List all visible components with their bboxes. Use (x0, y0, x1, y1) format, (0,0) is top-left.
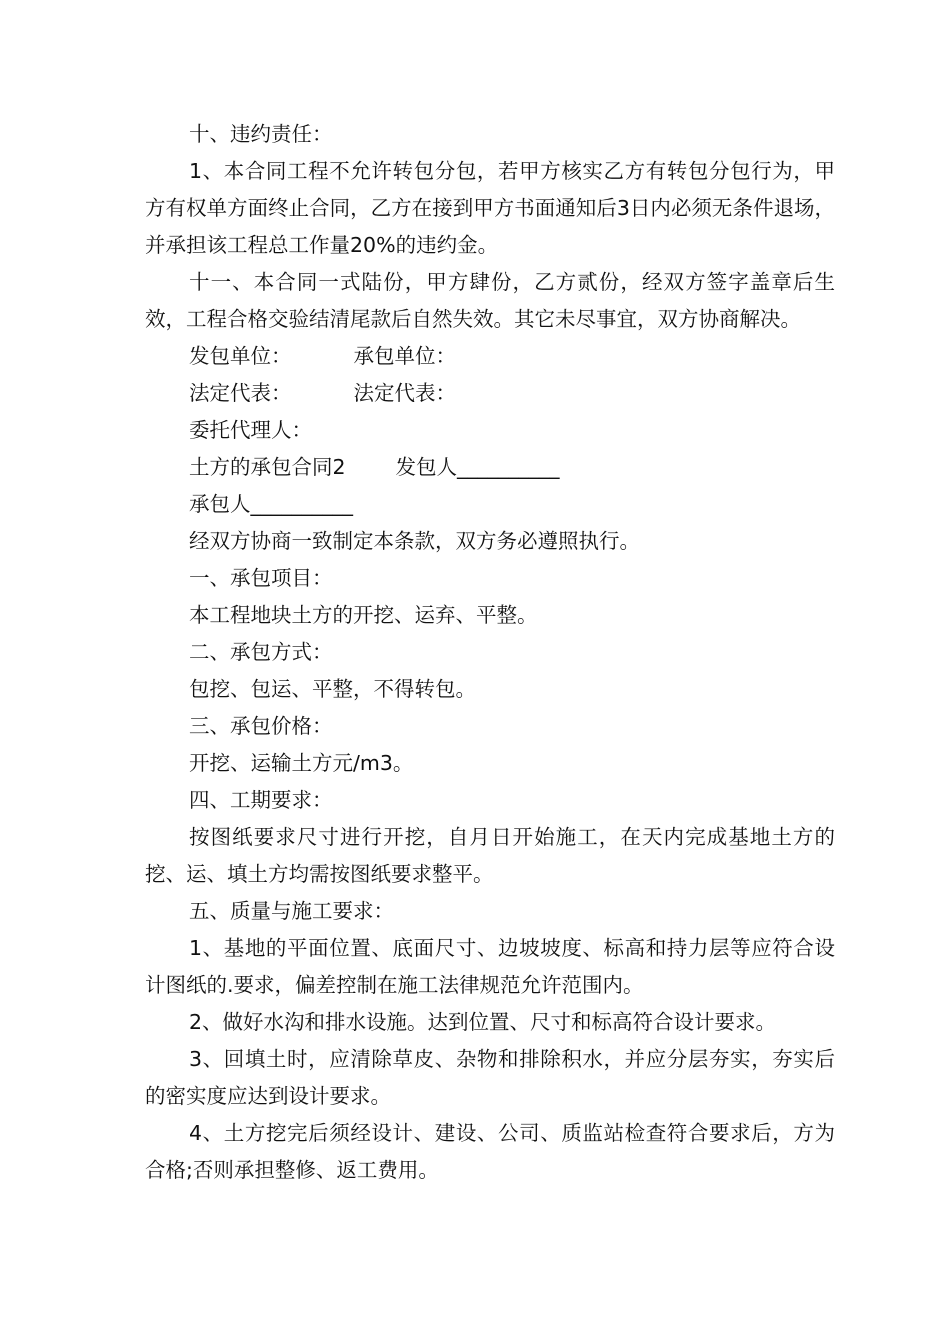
contract2-party-b: 承包人__________ (189, 492, 353, 516)
section-heading: 二、承包方式： (189, 640, 333, 664)
section-heading: 一、承包项目： (189, 566, 333, 590)
signature-label-left: 发包单位： (189, 344, 292, 368)
contract2-party-a: 发包人__________ (395, 455, 560, 479)
signature-line (145, 375, 835, 412)
section-heading: 三、承包价格： (189, 714, 333, 738)
section-heading: 四、工期要求： (189, 788, 333, 812)
agent-line: 委托代理人： (189, 418, 312, 442)
signature-label-right: 承包单位： (353, 344, 456, 368)
contract2-title: 土方的承包合同2 (189, 455, 346, 479)
section-heading: 五、质量与施工要求： (189, 899, 394, 923)
paragraph: 十一、本合同一式陆份，甲方肆份，乙方贰份，经双方签字盖章后生效，工程合格交验结清尾款后自然失效。其它未尽事宜，双方协商解决。 (145, 270, 835, 331)
paragraph: 本工程地块土方的开挖、运弃、平整。 (189, 603, 538, 627)
signature-label-right: 法定代表： (353, 381, 456, 405)
paragraph: 1、基地的平面位置、底面尺寸、边坡坡度、标高和持力层等应符合设计图纸的.要求，偏差控制在施工法律规范允许范围内。 (145, 936, 835, 997)
paragraph: 1、本合同工程不允许转包分包，若甲方核实乙方有转包分包行为，甲方有权单方面终止合同，乙方在接到甲方书面通知后3日内必须无条件退场，并承担该工程总工作量20%的违约金。 (145, 159, 835, 257)
document-page (145, 116, 835, 1189)
paragraph: 4、土方挖完后须经设计、建设、公司、质监站检查符合要求后，方为合格;否则承担整修、返工费用。 (145, 1121, 835, 1182)
paragraph: 按图纸要求尺寸进行开挖，自月日开始施工，在天内完成基地土方的挖、运、填土方均需按图纸要求整平。 (145, 825, 835, 886)
paragraph: 开挖、运输土方元/m3。 (189, 751, 414, 775)
signature-line (145, 338, 835, 375)
paragraph: 2、做好水沟和排水设施。达到位置、尺寸和标高符合设计要求。 (189, 1010, 777, 1034)
paragraph: 包挖、包运、平整，不得转包。 (189, 677, 476, 701)
paragraph: 3、回填土时，应清除草皮、杂物和排除积水，并应分层夯实，夯实后的密实度应达到设计要求。 (145, 1047, 835, 1108)
section-heading: 十、违约责任： (189, 122, 333, 146)
paragraph: 经双方协商一致制定本条款，双方务必遵照执行。 (189, 529, 640, 553)
contract2-header-line (145, 449, 835, 486)
signature-label-left: 法定代表： (189, 381, 292, 405)
